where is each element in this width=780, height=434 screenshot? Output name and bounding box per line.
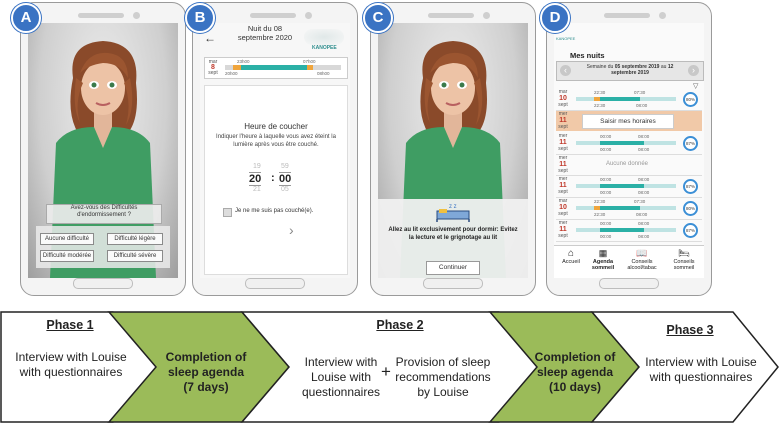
bed-icon [433, 201, 473, 223]
home-button [599, 278, 659, 289]
nav-alcohol-tobacco[interactable]: 📖 Conseils alcool/tabac [622, 248, 662, 271]
sleep-efficiency: 87% [683, 179, 698, 194]
phase-1-title: Phase 1 [46, 318, 94, 332]
bedtime-card [204, 85, 348, 275]
end-time: 07h00 [303, 59, 316, 64]
section-title: Heure de coucher [244, 122, 308, 131]
night-bar-green [241, 65, 307, 70]
sleep-efficiency: 80% [683, 92, 698, 107]
sleep-efficiency: 80% [683, 201, 698, 216]
phone-c-screen [378, 23, 528, 278]
nav-home[interactable]: ⌂ Accueil [556, 248, 586, 265]
svg-text:z z: z z [449, 204, 457, 210]
phone-d [546, 2, 712, 296]
week-selector [556, 61, 704, 81]
back-arrow-icon[interactable]: ← [204, 31, 216, 45]
bottom-nav [554, 245, 704, 278]
nav-sleep-advice[interactable]: 🛏 Conseils sommeil [666, 248, 702, 271]
night-row[interactable]: mer 11 sept 00:00 08:00 00:00 08:00 87% [556, 220, 702, 242]
option-difficulte-severe[interactable]: Difficulté sévère [107, 250, 163, 262]
phone-speaker [604, 13, 650, 18]
nav-agenda[interactable]: ▦ Agenda sommeil [588, 248, 618, 271]
home-button [245, 278, 305, 289]
day-abbr: mar [208, 59, 218, 65]
badge-b: B [185, 3, 215, 33]
phase-2-recommendations: Provision of sleep recommendations by Louise [395, 355, 491, 399]
picker-prev-minute: 59 [281, 163, 289, 170]
question-box [46, 204, 162, 224]
phone-b-screen [200, 23, 350, 278]
night-row[interactable]: mer 11 sept 00:00 08:00 00:00 08:00 87% [556, 133, 702, 155]
phase-1-text: Interview with Louise with questionnaires [15, 350, 127, 379]
night-row[interactable]: mar 10 sept 22:30 07:30 22:30 08:00 80% [556, 89, 702, 111]
badge-d: D [540, 3, 570, 33]
picker-next-minute: 05 [281, 186, 289, 193]
home-button [73, 278, 133, 289]
enter-times-button[interactable]: Saisir mes horaires [582, 114, 674, 129]
minute-picker[interactable]: 00 [279, 173, 292, 185]
badge-c: C [363, 3, 393, 33]
night-row[interactable]: mar 10 sept 22:30 07:30 22:30 08:00 80% [556, 198, 702, 220]
phase-2-title: Phase 2 [376, 318, 424, 332]
not-in-bed-checkbox[interactable] [223, 208, 232, 217]
option-difficulte-legere[interactable]: Difficulté légère [107, 233, 163, 245]
prev-week-button[interactable]: ‹ [560, 65, 571, 76]
phone-speaker [250, 13, 296, 18]
night-row[interactable]: mer 11 sept Aucune donnée [556, 155, 702, 176]
no-data-text: Aucune donnée [605, 161, 649, 167]
night-bar-orange-end [307, 65, 313, 70]
instruction-text: Indiquer l'heure à laquelle vous avez éteint la lumière après vous être couché. [216, 134, 336, 148]
axis-right: 08h00 [317, 71, 330, 76]
day-number: 8 [211, 64, 215, 71]
kanopee-logo [304, 29, 344, 45]
night-bar-orange [233, 65, 241, 70]
week-label: Semaine du 05 septembre 2019 au 12 septembre 2019 [586, 64, 674, 76]
phone-a [20, 2, 186, 296]
plus-sign: + [381, 362, 391, 381]
start-time: 23h00 [237, 59, 250, 64]
night-row[interactable]: mer 11 sept 00:00 08:00 00:00 08:00 87% [556, 176, 702, 198]
phone-camera [305, 12, 312, 19]
kanopee-logo-text: KANOPEE [556, 36, 576, 41]
phone-speaker [428, 13, 474, 18]
sleep-efficiency: 87% [683, 136, 698, 151]
bed-icon: 🛏 [678, 248, 690, 258]
hour-picker[interactable]: 20 [249, 173, 262, 185]
calendar-icon: ▦ [598, 248, 608, 258]
phase-2-interview: Interview with Louise with questionnaires [301, 355, 381, 399]
next-week-button[interactable]: › [688, 65, 699, 76]
phone-d-screen [554, 23, 704, 278]
option-difficulte-moderee[interactable]: Difficulté modérée [40, 250, 94, 262]
picker-separator: : [271, 172, 275, 184]
phone-speaker [78, 13, 124, 18]
night-summary [204, 57, 348, 79]
continue-button[interactable]: Continuer [426, 261, 480, 275]
phone-a-screen [28, 23, 178, 278]
night-title: Nuit du 08 septembre 2020 [237, 24, 293, 42]
phone-b [192, 2, 358, 296]
option-aucune-difficulte[interactable]: Aucune difficulté [40, 233, 94, 245]
phone-c [370, 2, 536, 296]
picker-prev-hour: 19 [253, 163, 261, 170]
badge-a: A [11, 3, 41, 33]
phase-3-title: Phase 3 [666, 323, 714, 337]
phone-camera [659, 12, 666, 19]
kanopee-logo-text: KANOPEE [312, 45, 337, 51]
agenda-1-text: Completion of sleep agenda (7 days) [165, 350, 247, 394]
book-icon: 📖 [636, 248, 648, 258]
question-text: Avez-vous des Difficultés d'endormissement ? [70, 205, 138, 218]
month-abbr: sept [208, 70, 218, 76]
phase-3-text: Interview with Louise with questionnaires [645, 355, 757, 384]
filter-icon[interactable]: ▽ [693, 83, 699, 90]
picker-next-hour: 21 [253, 186, 261, 193]
next-chevron-icon[interactable]: › [289, 222, 294, 238]
checkbox-label: Je ne me suis pas couché(e). [235, 208, 314, 214]
phone-camera [133, 12, 140, 19]
night-row[interactable]: mer 11 sept Saisir mes horaires [556, 111, 702, 131]
home-button [423, 278, 483, 289]
page-title: Mes nuits [570, 51, 605, 60]
advice-message: Allez au lit exclusivement pour dormir: Evitez la lecture et le grignotage au lit [388, 227, 518, 241]
phone-camera [483, 12, 490, 19]
sleep-efficiency: 87% [683, 223, 698, 238]
agenda-2-text: Completion of sleep agenda (10 days) [534, 350, 616, 394]
axis-left: 20h00 [225, 71, 238, 76]
home-icon: ⌂ [567, 248, 575, 259]
